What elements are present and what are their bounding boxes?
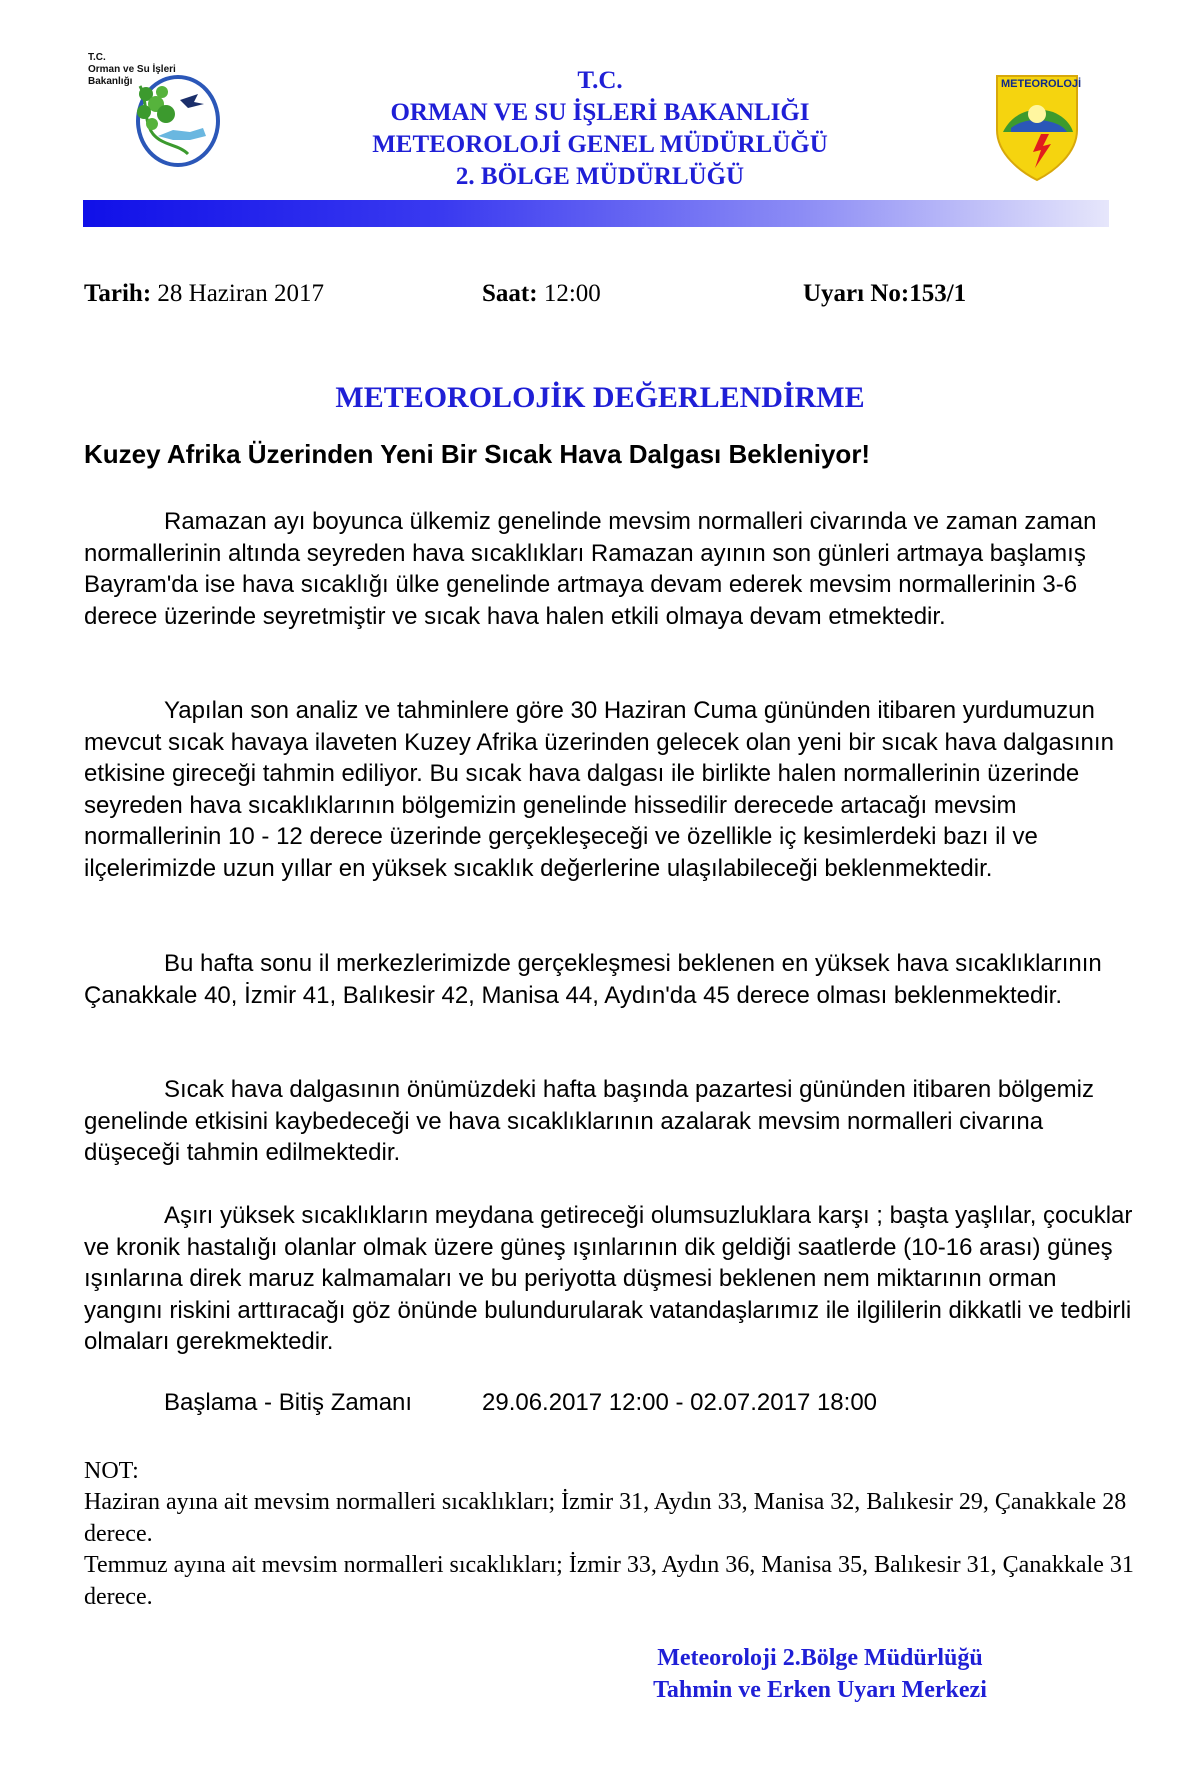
paragraph: Yapılan son analiz ve tahminlere göre 30 Haziran Cuma gününden itibaren yurdumuzun mevcut sıcak havaya ilaveten Kuzey Afrika üzerinden gelecek olan yeni bir sıcak hava dalgasının etkisine gireceği tahmin ediliyor. Bu sıcak hava dalgası ile birlikte halen normallerinin üzerinde seyreden hava sıcaklıklarının bölgemizin genelinde hissedilir derecede artacağı mevsim normallerinin 10 - 12 derece üzerinde gerçekleşeceği ve özellikle iç kesimlerdeki bazı il ve ilçelerimizde uzun yıllar en yüksek sıcaklık değerlerine ulaşılabileceği beklenmektedir.	[84, 697, 1114, 882]
header-line-1: T.C.	[577, 67, 623, 94]
header-gradient-bar	[83, 200, 1109, 227]
paragraph: Aşırı yüksek sıcaklıkların meydana getireceği olumsuzluklara karşı ; başta yaşlılar, çocuklar ve kronik hastalığı olanlar olmak üzere güneş ışınlarının dik geldiği saatlerde (10-16 arası) güneş ışınlarına direk maruz kalmamaları ve bu periyotta düşmesi beklenen nem miktarının orman yangını riskini arttıracağı göz önünde bulundurularak vatandaşlarımız ile ilgililerin dikkatli ve tedbirli olmaları gerekmektedir.	[84, 1202, 1133, 1355]
signature-center: Tahmin ve Erken Uyarı Merkezi	[653, 1677, 987, 1703]
validity-period	[164, 1389, 878, 1417]
time-field	[482, 280, 601, 308]
header-region: 2. BÖLGE MÜDÜRLÜĞÜ	[455, 163, 745, 190]
time-label: Saat:	[482, 280, 538, 307]
ministry-logo-label: T.C. Orman ve Su İşleri Bakanlığı	[88, 52, 176, 87]
paragraph: Ramazan ayı boyunca ülkemiz genelinde mevsim normalleri civarında ve zaman zaman normallerinin altında seyreden hava sıcaklıkları Ramazan ayının son günleri artmaya başlamış Bayram'da ise hava sıcaklığı ülke genelinde artmaya devam ederek mevsim normallerinin 3-6 derece üzerinde seyretmiştir ve sıcak hava halen etkili olmaya devam etmektedir.	[84, 508, 1097, 630]
validity-label: Başlama - Bitiş Zamanı	[164, 1389, 413, 1416]
validity-value: 29.06.2017 12:00 - 02.07.2017 18:00	[482, 1389, 878, 1416]
date-field	[84, 280, 324, 308]
header-directorate: METEOROLOJİ GENEL MÜDÜRLÜĞÜ	[372, 131, 828, 158]
date-label: Tarih:	[84, 280, 152, 307]
date-value: 28 Haziran 2017	[157, 280, 325, 307]
header-ministry: ORMAN VE SU İŞLERİ BAKANLIĞI	[390, 99, 810, 126]
signature-directorate: Meteoroloji 2.Bölge Müdürlüğü	[657, 1645, 983, 1671]
warning-number-field	[803, 280, 966, 308]
warning-label: Uyarı No:	[803, 280, 910, 307]
meteorology-logo-label: METEOROLOJİ	[1001, 78, 1082, 90]
time-value: 12:00	[543, 280, 601, 307]
paragraph: Bu hafta sonu il merkezlerimizde gerçekleşmesi beklenen en yüksek hava sıcaklıklarının Çanakkale 40, İzmir 41, Balıkesir 42, Manisa 44, Aydın'da 45 derece olması beklenmektedir.	[84, 950, 1102, 1009]
note-title: NOT:	[84, 1458, 139, 1484]
paragraph: Sıcak hava dalgasının önümüzdeki hafta başında pazartesi gününden itibaren bölgemiz genelinde etkisini kaybedeceği ve hava sıcaklıklarının azalarak mevsim normalleri civarına düşeceği tahmin edilmektedir.	[84, 1076, 1094, 1166]
document-subtitle: Kuzey Afrika Üzerinden Yeni Bir Sıcak Hava Dalgası Bekleniyor!	[84, 439, 871, 469]
note-july-normals: Temmuz ayına ait mevsim normalleri sıcaklıkları; İzmir 33, Aydın 36, Manisa 35, Balıkesir 31, Çanakkale 31 derece.	[84, 1552, 1134, 1610]
warning-value: 153/1	[909, 280, 967, 307]
note-june-normals: Haziran ayına ait mevsim normalleri sıcaklıkları; İzmir 31, Aydın 33, Manisa 32, Balıkesir 29, Çanakkale 28 derece.	[84, 1489, 1127, 1547]
document-title: METEOROLOJİK DEĞERLENDİRME	[335, 381, 865, 414]
